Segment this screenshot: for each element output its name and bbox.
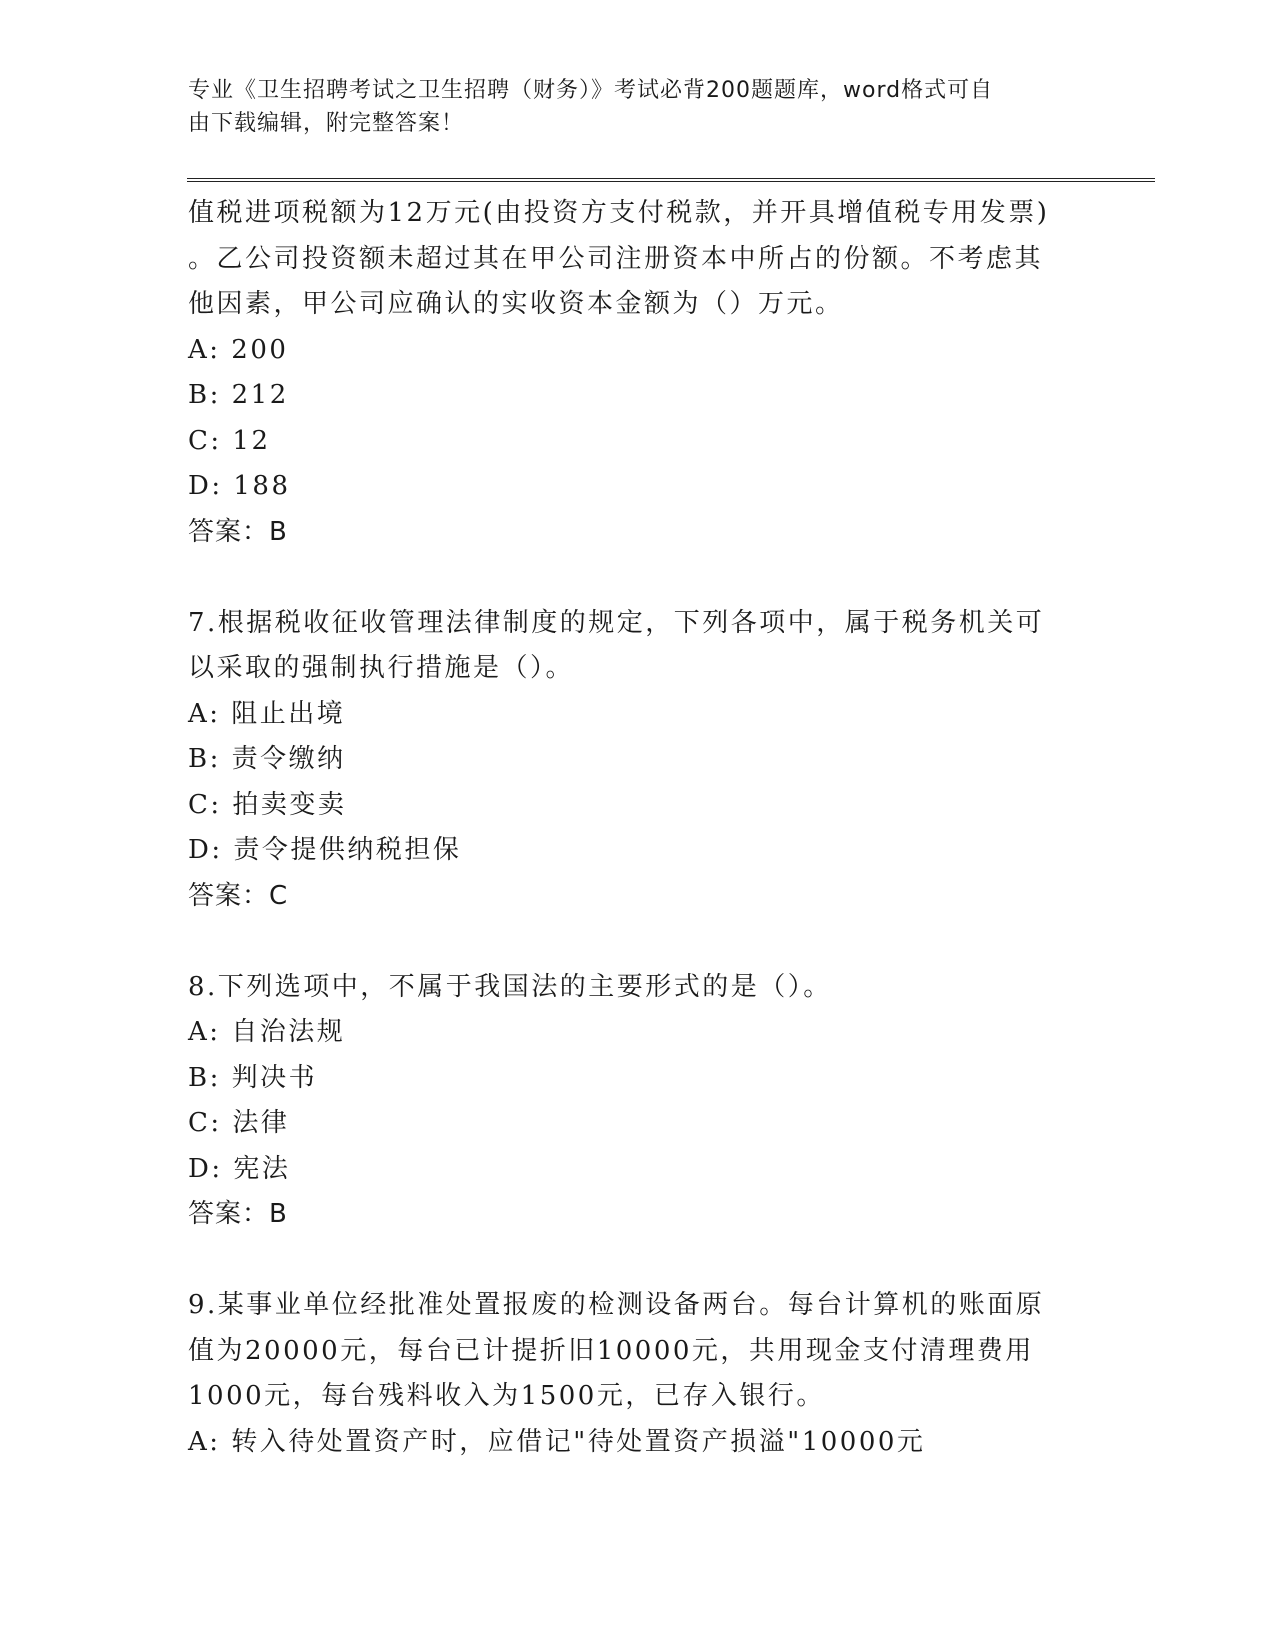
spacer	[188, 1238, 1088, 1284]
question-content	[188, 191, 1088, 1465]
header-line-2: 由下载编辑，附完整答案！	[188, 111, 465, 136]
spacer	[188, 555, 1088, 601]
header-double-rule	[187, 178, 1155, 182]
option-b: B: 责令缴纳	[188, 744, 346, 774]
question-stem-line: 。乙公司投资额未超过其在甲公司注册资本中所占的份额。不考虑其	[188, 243, 1044, 274]
option-d: D: 188	[188, 471, 291, 501]
option-c: C: 拍卖变卖	[188, 789, 347, 820]
answer-line: 答案：B	[188, 1199, 288, 1229]
question-stem-line: 7.根据税收征收管理法律制度的规定，下列各项中，属于税务机关可	[188, 607, 1045, 638]
spacer	[188, 919, 1088, 965]
question-stem-line: 值为20000元，每台已计提折旧10000元，共用现金支付清理费用	[188, 1335, 1034, 1366]
question-7-block	[188, 601, 1088, 920]
option-d: D: 责令提供纳税担保	[188, 835, 462, 865]
option-a: A: 自治法规	[188, 1017, 346, 1047]
question-stem-line: 以采取的强制执行措施是（）。	[188, 653, 575, 683]
question-9-block	[188, 1283, 1088, 1465]
question-8-block	[188, 965, 1088, 1238]
question-stem-line: 8.下列选项中，不属于我国法的主要形式的是（）。	[188, 971, 832, 1002]
option-a: A: 转入待处置资产时，应借记"待处置资产损溢"10000元	[188, 1426, 926, 1457]
option-a: A: 阻止出境	[188, 698, 346, 729]
option-d: D: 宪法	[188, 1153, 291, 1184]
question-stem-line: 1000元，每台残料收入为1500元，已存入银行。	[188, 1381, 825, 1411]
question-stem-line: 他因素，甲公司应确认的实收资本金额为（）万元。	[188, 289, 844, 319]
page-header	[188, 74, 1068, 140]
question-stem-line: 9.某事业单位经批准处置报废的检测设备两台。每台计算机的账面原	[188, 1290, 1045, 1320]
option-a: A: 200	[188, 334, 289, 365]
header-line-1: 专业《卫生招聘考试之卫生招聘（财务）》考试必背200题题库，word格式可自	[188, 78, 994, 103]
option-c: C: 法律	[188, 1108, 290, 1138]
answer-line: 答案：C	[188, 880, 289, 911]
question-stem-line: 值税进项税额为12万元(由投资方支付税款，并开具增值税专用发票)	[188, 198, 1050, 228]
option-c: C: 12	[188, 425, 271, 456]
answer-line: 答案：B	[188, 516, 288, 547]
question-6-block	[188, 191, 1088, 555]
option-b: B: 判决书	[188, 1062, 318, 1093]
option-b: B: 212	[188, 380, 289, 410]
